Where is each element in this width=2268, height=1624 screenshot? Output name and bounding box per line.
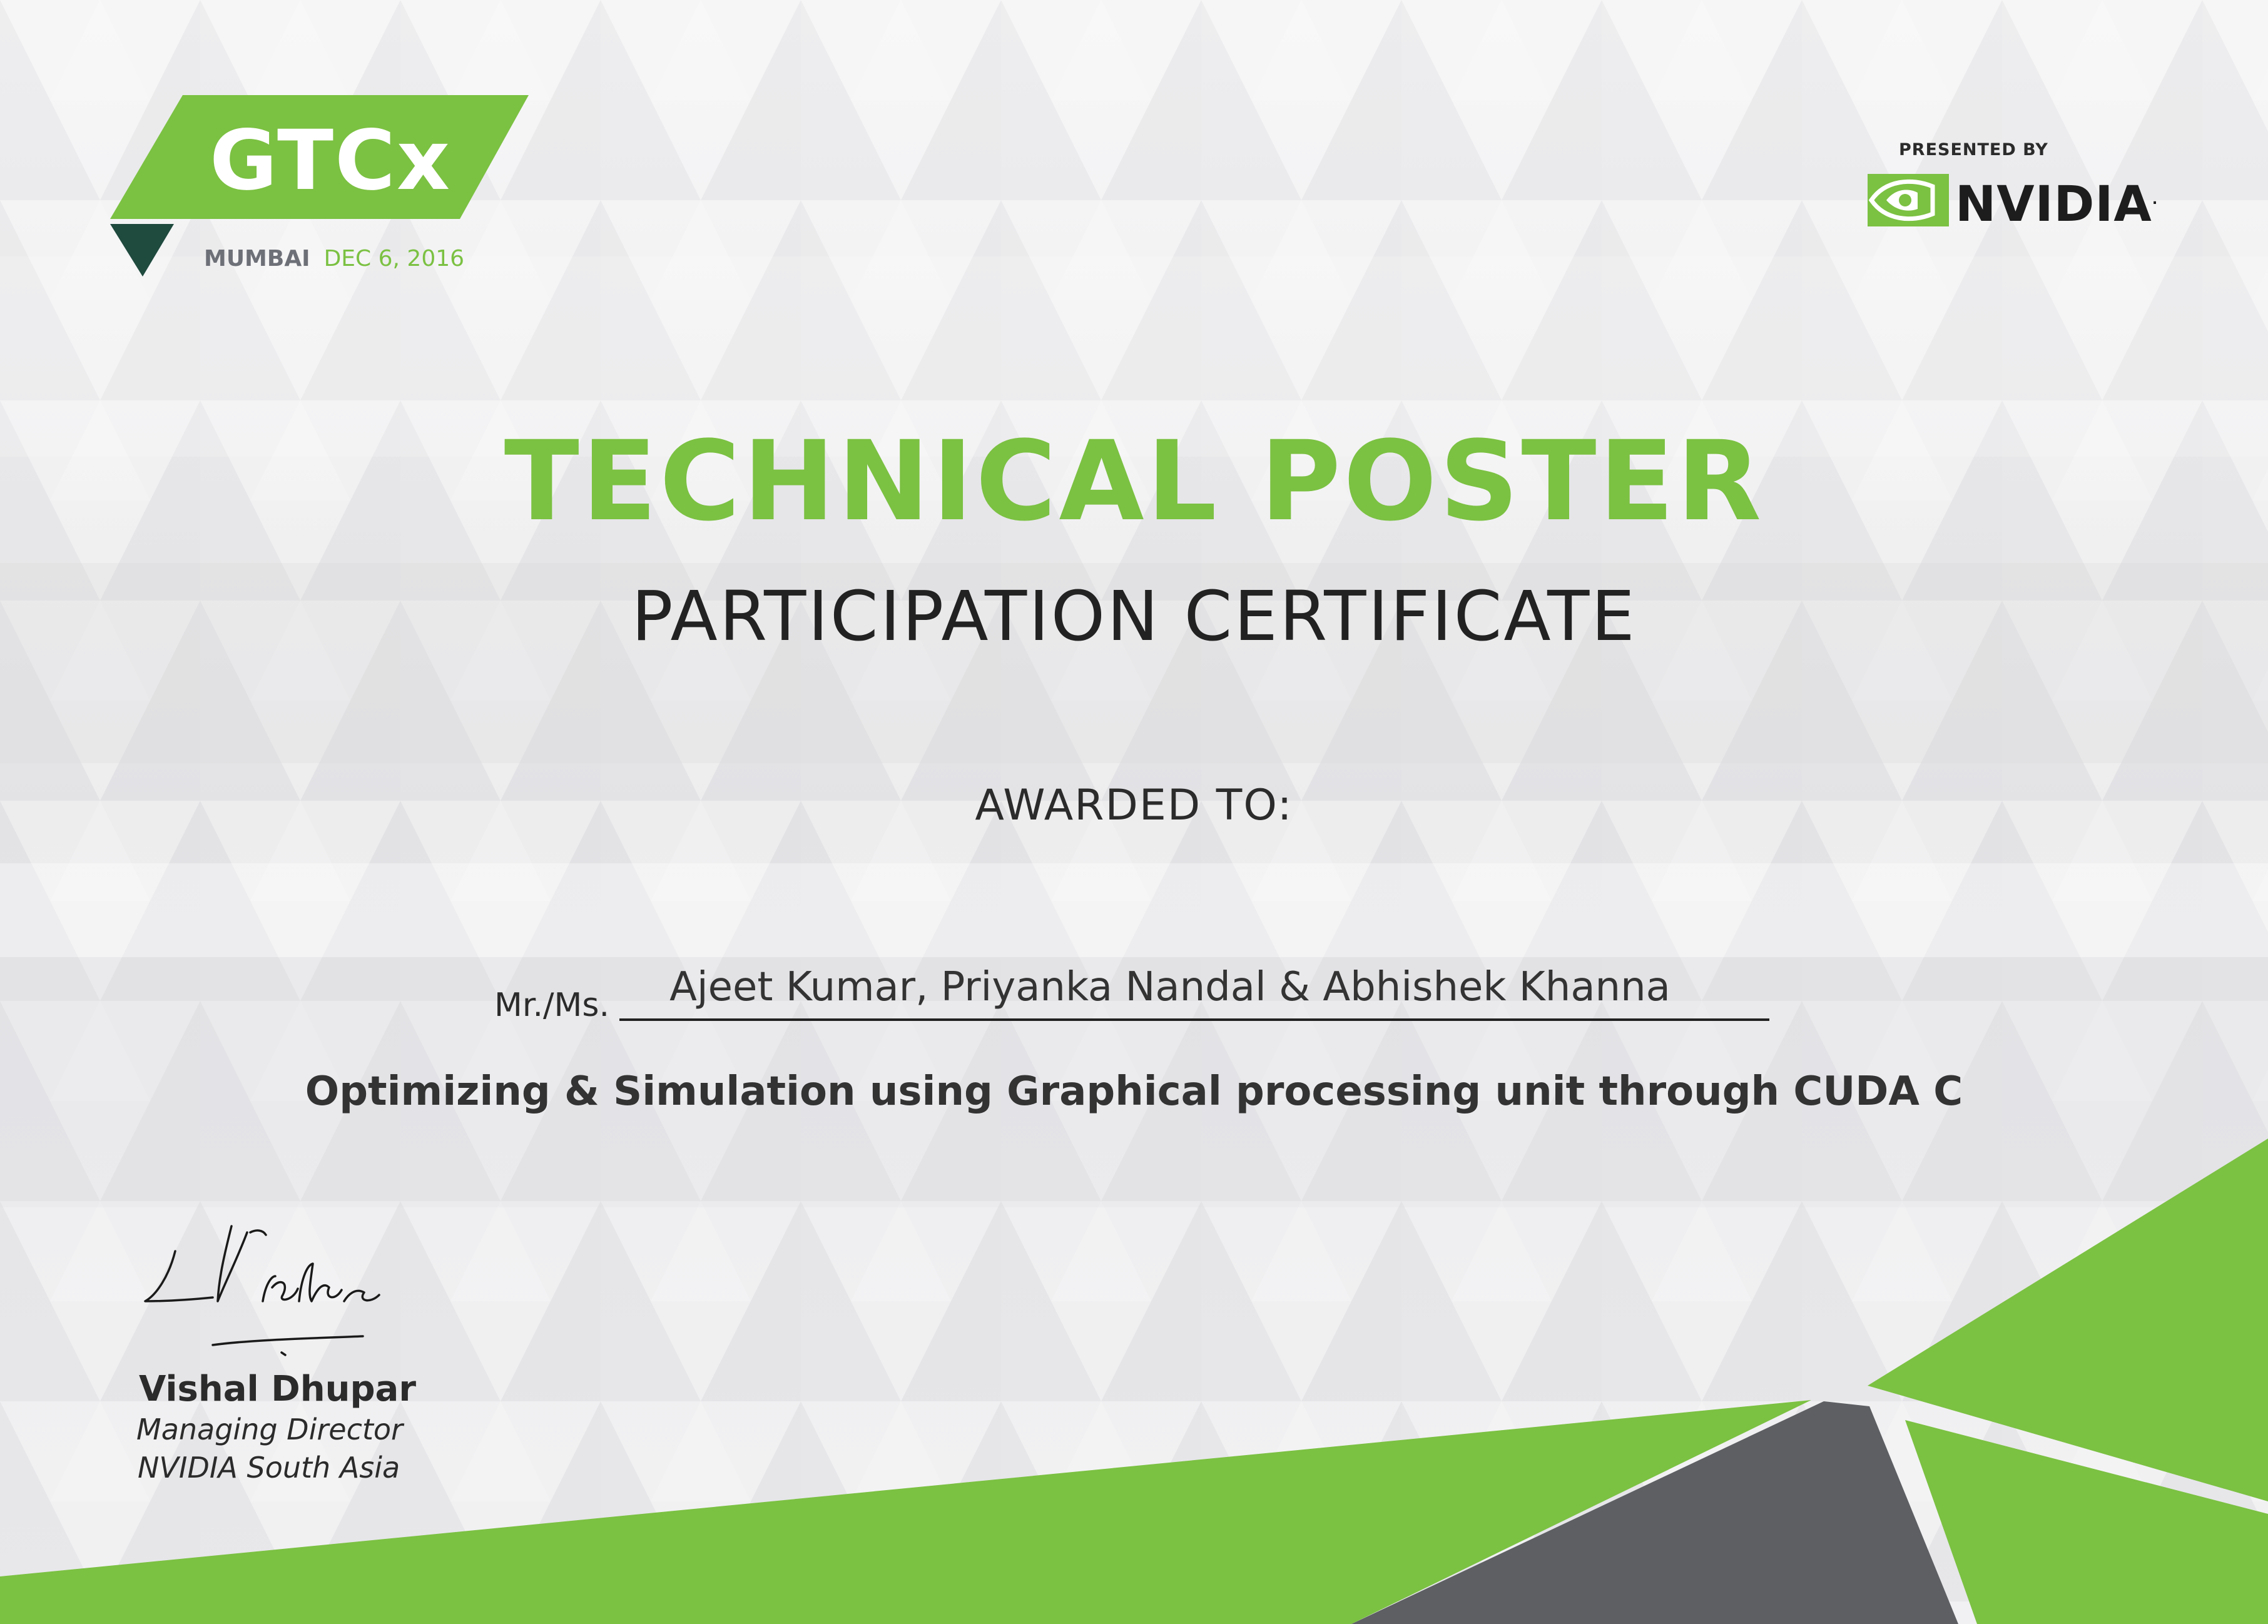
nvidia-brand-text: NVIDIA [1955,176,2152,233]
event-date: DEC 6, 2016 [323,246,465,272]
presented-by-label: PRESENTED BY [1899,140,2048,160]
nvidia-eye-icon [1868,174,1949,226]
certificate-subtitle: PARTICIPATION CERTIFICATE [631,576,1637,656]
event-city: MUMBAI [204,246,310,272]
signature-image [138,1207,382,1364]
recipient-names: Ajeet Kumar, Priyanka Nandal & Abhishek Khanna [669,964,1670,1010]
awarded-to-label: AWARDED TO: [975,781,1293,830]
recipient-underline [619,1018,1769,1021]
nvidia-wordmark: NVIDIA. [1955,176,2159,233]
signatory-role: Managing Director [136,1413,403,1446]
gtcx-logo-text: GTCx [210,113,452,209]
signatory-name: Vishal Dhupar [139,1369,416,1409]
signatory-org: NVIDIA South Asia [138,1451,400,1484]
event-info [204,243,464,275]
poster-title: Optimizing & Simulation using Graphical processing unit through CUDA C [305,1068,1963,1115]
certificate-title: TECHNICAL POSTER [504,417,1764,546]
salutation-label: Mr./Ms. [494,987,610,1024]
